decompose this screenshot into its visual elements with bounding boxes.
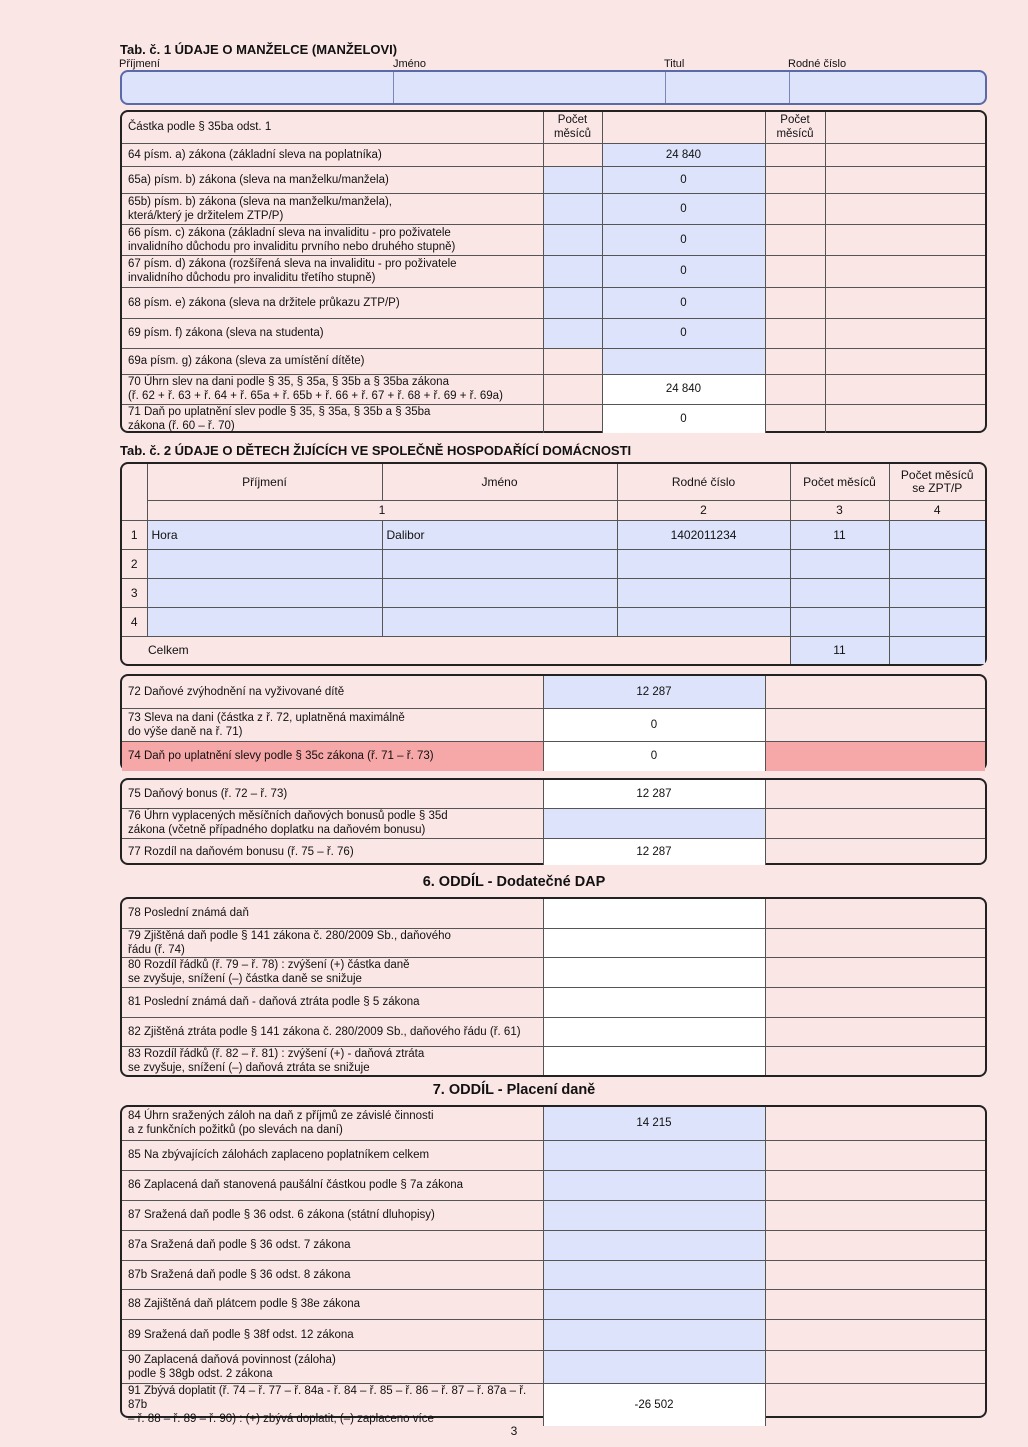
kids-colnum-4: 4	[889, 500, 985, 520]
kids-rodne-cislo-cell[interactable]	[617, 607, 790, 636]
row-72-extra	[765, 676, 985, 708]
header-pocet-mesicu: Počet měsíců	[543, 112, 602, 143]
row-78-label: 78 Poslední známá daň	[122, 899, 543, 928]
row-84-value[interactable]: 14 215	[543, 1107, 765, 1140]
label-titul: Titul	[664, 58, 685, 70]
row-66-value[interactable]: 0	[602, 224, 765, 255]
row-72-label: 72 Daňové zvýhodnění na vyživované dítě	[122, 676, 543, 708]
kids-ztp-cell[interactable]	[889, 520, 985, 549]
row-78-value[interactable]	[543, 899, 765, 928]
kids-mesice-cell[interactable]	[790, 578, 889, 607]
row-66-value-2[interactable]	[825, 224, 985, 255]
children-table	[120, 462, 987, 666]
kids-prijmeni-cell[interactable]	[147, 578, 382, 607]
spouse-prijmeni-field[interactable]	[122, 72, 394, 103]
row-67-value-2[interactable]	[825, 255, 985, 287]
row-89-extra	[765, 1319, 985, 1350]
kids-corner	[122, 464, 147, 520]
row-87b-value[interactable]	[543, 1260, 765, 1289]
row-81-label: 81 Poslední známá daň - daňová ztráta podle § 5 zákona	[122, 987, 543, 1017]
kids-row-number: 2	[122, 549, 147, 578]
row-73-extra	[765, 708, 985, 741]
tab2-title: Tab. č. 2 ÚDAJE O DĚTECH ŽIJÍCÍCH VE SPOLEČNĚ HOSPODAŘÍCÍ DOMÁCNOSTI	[120, 443, 632, 458]
spouse-info-row	[120, 70, 987, 105]
row-85-label: 85 Na zbývajících zálohách zaplaceno poplatníkem celkem	[122, 1140, 543, 1170]
row-65b-months[interactable]	[543, 193, 602, 224]
table-row	[122, 520, 985, 549]
label-jmeno: Jméno	[393, 58, 427, 70]
row-85-extra	[765, 1140, 985, 1170]
row-68-label: 68 písm. e) zákona (sleva na držitele průkazu ZTP/P)	[122, 287, 543, 318]
row-86-value[interactable]	[543, 1170, 765, 1200]
row-87a-extra	[765, 1230, 985, 1260]
row-85-value[interactable]	[543, 1140, 765, 1170]
kids-row-number: 3	[122, 578, 147, 607]
row-64-value-2[interactable]	[825, 143, 985, 166]
kids-mesice-cell[interactable]	[790, 549, 889, 578]
row-81-extra	[765, 987, 985, 1017]
kids-celkem-ztp	[889, 636, 985, 664]
row-68-months[interactable]	[543, 287, 602, 318]
row-73-value: 0	[543, 708, 765, 741]
kids-colnum-1: 1	[147, 500, 617, 520]
header-empty	[602, 112, 765, 143]
row-74-extra	[765, 741, 985, 771]
row-69a-value[interactable]	[602, 348, 765, 374]
row-90-label: 90 Zaplacená daňová povinnost (záloha) podle § 38gb odst. 2 zákona	[122, 1350, 543, 1383]
kids-rodne-cislo-cell[interactable]	[617, 578, 790, 607]
section7-table	[120, 1105, 987, 1425]
kids-rodne-cislo-cell[interactable]	[617, 549, 790, 578]
row-82-label: 82 Zjištěná ztráta podle § 141 zákona č. 280/2009 Sb., daňového řádu (ř. 61)	[122, 1017, 543, 1046]
row-71-label: 71 Daň po uplatnění slev podle § 35, § 35a, § 35b a § 35ba zákona (ř. 60 – ř. 70)	[122, 404, 543, 433]
row-82-value[interactable]	[543, 1017, 765, 1046]
kids-total-row	[122, 636, 985, 664]
row-76-extra	[765, 808, 985, 838]
row-83-value[interactable]	[543, 1046, 765, 1075]
row-67-value[interactable]: 0	[602, 255, 765, 287]
kids-ztp-cell[interactable]	[889, 549, 985, 578]
section6-table	[120, 897, 987, 1077]
kids-colnum-2: 2	[617, 500, 790, 520]
row-81-value[interactable]	[543, 987, 765, 1017]
kids-celkem-label: Celkem	[122, 636, 790, 664]
section6-title: 6. ODDÍL - Dodatečné DAP	[422, 874, 606, 890]
row-87a-value[interactable]	[543, 1230, 765, 1260]
row-86-extra	[765, 1170, 985, 1200]
row-76-value[interactable]	[543, 808, 765, 838]
row-66-months-2[interactable]	[765, 224, 825, 255]
kids-ztp-cell[interactable]	[889, 578, 985, 607]
row-67-months[interactable]	[543, 255, 602, 287]
row-90-value[interactable]	[543, 1350, 765, 1383]
kids-header-prijmeni: Příjmení	[147, 464, 382, 500]
row-91-extra	[765, 1383, 985, 1426]
row-70-months-2	[765, 374, 825, 404]
row-66-months[interactable]	[543, 224, 602, 255]
row-86-label: 86 Zaplacená daň stanovená paušální částkou podle § 7a zákona	[122, 1170, 543, 1200]
row-91-value: -26 502	[543, 1383, 765, 1426]
block-75-77	[120, 778, 987, 865]
kids-jmeno-cell[interactable]: Dalibor	[382, 520, 617, 549]
row-84-extra	[765, 1107, 985, 1140]
row-71-months	[543, 404, 602, 433]
row-75-extra	[765, 780, 985, 808]
table-row	[122, 578, 985, 607]
row-76-label: 76 Úhrn vyplacených měsíčních daňových bonusů podle § 35d zákona (včetně případného doplatku na daňovém bonusu)	[122, 808, 543, 838]
row-79-value[interactable]	[543, 928, 765, 957]
row-89-label: 89 Sražená daň podle § 38f odst. 12 zákona	[122, 1319, 543, 1350]
row-88-value[interactable]	[543, 1289, 765, 1319]
row-69-value-2[interactable]	[825, 318, 985, 348]
spouse-rodne-cislo-field[interactable]	[790, 72, 985, 103]
row-69a-label: 69a písm. g) zákona (sleva za umístění dítěte)	[122, 348, 543, 374]
kids-header-pocet-ztp: Počet měsíců se ZPT/P	[889, 464, 985, 500]
kids-colnum-3: 3	[790, 500, 889, 520]
row-79-extra	[765, 928, 985, 957]
row-80-extra	[765, 957, 985, 987]
row-69a-value-2[interactable]	[825, 348, 985, 374]
kids-jmeno-cell[interactable]	[382, 578, 617, 607]
header-empty-2	[825, 112, 985, 143]
row-70-value-2	[825, 374, 985, 404]
row-67-label: 67 písm. d) zákona (rozšířená sleva na invaliditu - pro poživatele invalidního důchodu pro invaliditu třetího stupně)	[122, 255, 543, 287]
row-69a-months[interactable]	[543, 348, 602, 374]
tab1-table	[120, 110, 987, 433]
row-87b-label: 87b Sražená daň podle § 36 odst. 8 zákona	[122, 1260, 543, 1289]
kids-header-rodne-cislo: Rodné číslo	[617, 464, 790, 500]
row-77-extra	[765, 838, 985, 865]
row-87-extra	[765, 1200, 985, 1230]
kids-jmeno-cell[interactable]	[382, 549, 617, 578]
kids-prijmeni-cell[interactable]	[147, 607, 382, 636]
row-84-label: 84 Úhrn sražených záloh na daň z příjmů ze závislé činnosti a z funkčních požitků (po slevách na daní)	[122, 1107, 543, 1140]
label-prijmeni: Příjmení	[119, 58, 160, 70]
row-71-value-2	[825, 404, 985, 433]
section7-title: 7. ODDÍL - Placení daně	[432, 1082, 596, 1098]
row-65b-months-2[interactable]	[765, 193, 825, 224]
row-65b-label: 65b) písm. b) zákona (sleva na manželku/manžela), která/který je držitelem ZTP/P)	[122, 193, 543, 224]
tab1-title: Tab. č. 1 ÚDAJE O MANŽELCE (MANŽELOVI)	[120, 42, 398, 57]
block-72-74	[120, 674, 987, 771]
row-79-label: 79 Zjištěná daň podle § 141 zákona č. 280/2009 Sb., daňového řádu (ř. 74)	[122, 928, 543, 957]
kids-ztp-cell[interactable]	[889, 607, 985, 636]
kids-mesice-cell[interactable]: 11	[790, 520, 889, 549]
table-row	[122, 549, 985, 578]
row-82-extra	[765, 1017, 985, 1046]
row-64-label: 64 písm. a) zákona (základní sleva na poplatníka)	[122, 143, 543, 166]
row-83-label: 83 Rozdíl řádků (ř. 82 – ř. 81) : zvýšení (+) - daňová ztráta se zvyšuje, snížení (–) daňová ztráta se snižuje	[122, 1046, 543, 1075]
row-80-value[interactable]	[543, 957, 765, 987]
row-70-value: 24 840	[602, 374, 765, 404]
row-75-value: 12 287	[543, 780, 765, 808]
row-65a-value-2[interactable]	[825, 166, 985, 193]
kids-header-pocet-mesicu: Počet měsíců	[790, 464, 889, 500]
row-69a-months-2[interactable]	[765, 348, 825, 374]
row-71-value: 0	[602, 404, 765, 433]
row-71-months-2	[765, 404, 825, 433]
row-91-label: 91 Zbývá doplatit (ř. 74 – ř. 77 – ř. 84a - ř. 84 – ř. 85 – ř. 86 – ř. 87 – ř. 87a – ř. 87b – ř. 88 – ř. 89 – ř. 90) : (+) zbývá doplatit, (–) zaplaceno více	[122, 1383, 543, 1426]
row-87-value[interactable]	[543, 1200, 765, 1230]
kids-row-number: 4	[122, 607, 147, 636]
label-rodne-cislo: Rodné číslo	[788, 58, 847, 70]
row-69-months-2[interactable]	[765, 318, 825, 348]
row-64-months[interactable]	[543, 143, 602, 166]
row-65a-months[interactable]	[543, 166, 602, 193]
row-67-months-2[interactable]	[765, 255, 825, 287]
row-88-label: 88 Zajištěná daň plátcem podle § 38e zákona	[122, 1289, 543, 1319]
row-70-label: 70 Úhrn slev na dani podle § 35, § 35a, § 35b a § 35ba zákona (ř. 62 + ř. 63 + ř. 64 + ř. 65a + ř. 65b + ř. 66 + ř. 67 + ř. 68 + ř. 69 + ř. 69a)	[122, 374, 543, 404]
row-64-months-2[interactable]	[765, 143, 825, 166]
row-87a-label: 87a Sražená daň podle § 36 odst. 7 zákona	[122, 1230, 543, 1260]
kids-rodne-cislo-cell[interactable]: 1402011234	[617, 520, 790, 549]
row-77-value: 12 287	[543, 838, 765, 865]
row-68-value[interactable]: 0	[602, 287, 765, 318]
header-pocet-mesicu-2: Počet měsíců	[765, 112, 825, 143]
row-88-extra	[765, 1289, 985, 1319]
kids-prijmeni-cell[interactable]: Hora	[147, 520, 382, 549]
row-65a-months-2[interactable]	[765, 166, 825, 193]
row-77-label: 77 Rozdíl na daňovém bonusu (ř. 75 – ř. 76)	[122, 838, 543, 865]
kids-jmeno-cell[interactable]	[382, 607, 617, 636]
kids-header-jmeno: Jméno	[382, 464, 617, 500]
row-74-value: 0	[543, 741, 765, 771]
row-65a-value[interactable]: 0	[602, 166, 765, 193]
row-66-label: 66 písm. c) zákona (základní sleva na invaliditu - pro poživatele invalidního důchodu pro invaliditu prvního nebo druhého stupně)	[122, 224, 543, 255]
table-row	[122, 607, 985, 636]
row-69-value[interactable]: 0	[602, 318, 765, 348]
row-64-value[interactable]: 24 840	[602, 143, 765, 166]
kids-mesice-cell[interactable]	[790, 607, 889, 636]
row-75-label: 75 Daňový bonus (ř. 72 – ř. 73)	[122, 780, 543, 808]
row-87b-extra	[765, 1260, 985, 1289]
row-68-value-2[interactable]	[825, 287, 985, 318]
row-69-label: 69 písm. f) zákona (sleva na studenta)	[122, 318, 543, 348]
row-70-months	[543, 374, 602, 404]
row-69-months[interactable]	[543, 318, 602, 348]
row-87-label: 87 Sražená daň podle § 36 odst. 6 zákona (státní dluhopisy)	[122, 1200, 543, 1230]
row-89-value[interactable]	[543, 1319, 765, 1350]
kids-row-number: 1	[122, 520, 147, 549]
header-castka: Částka podle § 35ba odst. 1	[122, 112, 543, 143]
row-65a-label: 65a) písm. b) zákona (sleva na manželku/manžela)	[122, 166, 543, 193]
row-90-extra	[765, 1350, 985, 1383]
row-73-label: 73 Sleva na dani (částka z ř. 72, uplatněná maximálně do výše daně na ř. 71)	[122, 708, 543, 741]
row-72-value[interactable]: 12 287	[543, 676, 765, 708]
row-83-extra	[765, 1046, 985, 1075]
spouse-titul-field[interactable]	[666, 72, 790, 103]
row-65b-value-2[interactable]	[825, 193, 985, 224]
row-78-extra	[765, 899, 985, 928]
page-number: 3	[510, 1424, 518, 1438]
row-65b-value[interactable]: 0	[602, 193, 765, 224]
row-80-label: 80 Rozdíl řádků (ř. 79 – ř. 78) : zvýšení (+) částka daně se zvyšuje, snížení (–) částka daně se snižuje	[122, 957, 543, 987]
row-74-label: 74 Daň po uplatnění slevy podle § 35c zákona (ř. 71 – ř. 73)	[122, 741, 543, 771]
kids-celkem-mesice: 11	[790, 636, 889, 664]
spouse-jmeno-field[interactable]	[394, 72, 666, 103]
kids-prijmeni-cell[interactable]	[147, 549, 382, 578]
row-68-months-2[interactable]	[765, 287, 825, 318]
